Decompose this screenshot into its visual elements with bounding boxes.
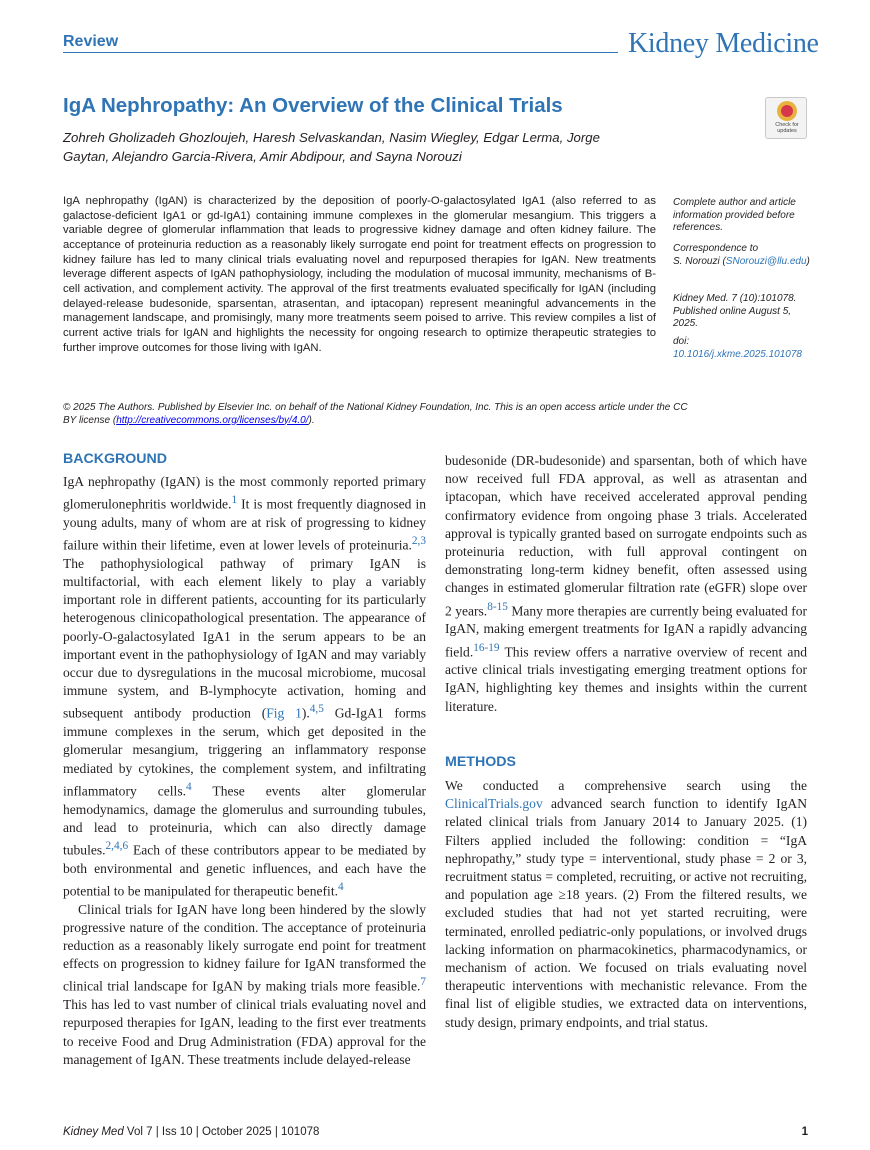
text-run: Clinical trials for IgAN have long been hindered by the slowly progressive nature of the condition. The acceptance of proteinuria reduction as a reasonably likely surrogate end point for treatment effects on progression to kidney failure for IgAN transformed the clinical trial landscape for IgAN by making trials more feasible. — [63, 901, 426, 994]
text-run: This review offers a narrative overview of recent and active clinical trials investigating emerging treatment options for IgAN, highlighting key themes and insights within the current literature. — [445, 644, 807, 714]
copyright-notice — [63, 402, 703, 427]
author-info-note: Complete author and article information provided before references. — [673, 197, 796, 233]
text-run: These events alter glomerular hemodynamics, damage the glomerulus and surrounding tubules, and lead to proteinuria, which can also directly damage tubules. — [63, 783, 426, 858]
reference-link[interactable]: 4 — [185, 780, 192, 793]
license-link[interactable]: http://creativecommons.org/licenses/by/4.0/ — [116, 414, 309, 426]
page-number: 1 — [801, 1126, 808, 1138]
doi — [673, 336, 813, 361]
background-heading: BACKGROUND — [63, 451, 168, 467]
copyright-close: ). — [308, 414, 315, 426]
text-run: advanced search function to identify IgAN related clinical trials from January 2014 to January 2025. (1) Filters applied included the following: condition = “IgA nephropathy,” study type = interventional, study phase = 2 or 3, recruitment status = completed, recruiting, or active not recruiting, and population age ≥18 years. (2) From the filtered results, we excluded studies that had not yet started recruiting, were terminated, enrolled pediatric-only populations, or involved drugs lacking information on pharmacokinetics, pharmacodynamics, or mechanism of action. We focused on trials evaluating novel therapeutic interventions with mechanistic relevance. From the final list of eligible studies, we extracted data on interventions, study design, primary endpoints, and trial status. — [445, 796, 807, 1030]
header-rule — [63, 52, 618, 53]
text-run: We conducted a comprehensive search using the — [445, 778, 807, 793]
methods-paragraph — [445, 777, 807, 1032]
reference-link[interactable]: 4 — [337, 880, 344, 893]
background-column-right — [445, 452, 807, 716]
reference-link[interactable]: 7 — [420, 976, 426, 989]
methods-heading: METHODS — [445, 754, 516, 770]
article-title: IgA Nephropathy: An Overview of the Clinical Trials — [63, 94, 563, 117]
correspondence-email-link[interactable]: SNorouzi@llu.edu — [725, 255, 807, 267]
text-run: budesonide (DR-budesonide) and sparsentan, both of which have now received full FDA approval, as well as atrasentan and iptacopan, which have received accelerated approval pending confirmatory evidence from ongoing phase 3 trials. Accelerated approval is typically granted based on surrogate endpoints such as proteinuria reduction, with full approval contingent on demonstrating long-term kidney benefit, often assessed using changes in estimated glomerular filtration rate (eGFR) slope over 2 years. — [445, 453, 807, 619]
background-paragraph-2 — [63, 901, 426, 1069]
background-paragraph-1 — [63, 473, 426, 901]
text-run: ). — [301, 705, 310, 721]
abstract: IgA nephropathy (IgAN) is characterized by the deposition of poorly-O-galactosylated IgA1 (also referred to as galactose-deficient IgA1 or gd-IgA1) containing immune complexes in the glomerular mesangium. This triggers a variable degree of glomerular inflammation that leads to progressive kidney damage and often kidney failure. The acceptance of proteinuria reduction as a reasonably likely surrogate end point for treatment effects on progression to kidney failure has led to many clinical trials evaluating novel and repurposed therapies for IgAN. New treatments leverage different aspects of IgAN pathophysiology, including the modulation of mucosal immunity, mechanisms of B-cell activation, and complement activity. The approval of the first treatments evaluated specifically for IgAN (including delayed-release budesonide, sparsentan, atrasentan, and iptacopan) represent meaningful advancements in the management landscape, and promisingly, many more treatments seem poised to arrive. This review compiles a list of current active trials for IgAN and highlights the necessity for ongoing research to optimize therapeutic strategies to further improve outcomes for those living with IgAN. — [63, 195, 656, 354]
background-column-left — [63, 473, 426, 1069]
bookmark-icon — [777, 101, 797, 121]
footer-citation — [63, 1126, 319, 1138]
footer-details: Vol 7 | Iss 10 | October 2025 | 101078 — [123, 1126, 320, 1138]
figure-link[interactable]: Fig 1 — [266, 705, 302, 721]
reference-link[interactable]: 4,5 — [309, 703, 324, 716]
reference-link[interactable]: 16-19 — [473, 641, 500, 654]
author-list: Zohreh Gholizadeh Ghozloujeh, Haresh Selvaskandan, Nasim Wiegley, Edgar Lerma, Jorge Gaytan, Alejandro Garcia-Rivera, Amir Abdipour, and Sayna Norouzi — [63, 130, 600, 164]
copyright-text: © 2025 The Authors. Published by Elsevier Inc. on behalf of the National Kidney Foundation, Inc. This is an open access article under the CC BY license ( — [63, 402, 688, 426]
clinicaltrials-link[interactable]: ClinicalTrials.gov — [445, 796, 543, 812]
correspondence — [673, 243, 813, 268]
text-run: The pathophysiological pathway of primary IgAN is multifactorial, with each element likely to play a variably important role in different patients, accounting for its particularly heterogenous clinicopathological presentation. The appearance of poorly-O-galactosylated IgA1 in the serum appears to be an important event in the pathophysiology of IgAN and may variably occur due to dysregulations in the mucosal microbiome, mucosal immune system, and B-lymphocyte activation, homing and subsequent antibody production ( — [63, 555, 426, 721]
doi-label: doi: — [673, 336, 690, 347]
correspondence-label: Correspondence to — [673, 243, 759, 254]
correspondence-close: ) — [806, 255, 810, 267]
text-run: It is most frequently diagnosed in young adults, many of whom are at risk of progressing to kidney failure within their lifetime, even at lower levels of proteinuria. — [63, 496, 426, 553]
check-for-updates-badge[interactable] — [765, 97, 807, 139]
reference-link[interactable]: 8-15 — [487, 600, 508, 613]
doi-link[interactable]: 10.1016/j.xkme.2025.101078 — [673, 348, 802, 360]
reference-link[interactable]: 2,3 — [411, 535, 426, 548]
section-tag: Review — [63, 33, 119, 50]
background-paragraph-2-continued — [445, 452, 807, 716]
text-run: IgA nephropathy (IgAN) is the most commonly reported primary glomerulonephritis worldwide. — [63, 474, 426, 512]
reference-link[interactable]: 1 — [231, 494, 238, 507]
text-run: Gd-IgA1 forms immune complexes in the serum, which get deposited in the glomerular mesangium, triggering an inflammatory response mediated by cytokines, the complement system, and infiltrating inflammatory cells. — [63, 705, 427, 799]
text-run: Many more therapies are currently being evaluated for IgAN, making emergent treatments for IgAN a rapidly advancing field. — [445, 603, 807, 660]
check-updates-label: Check for updates — [775, 122, 799, 134]
journal-logo[interactable]: Kidney Medicine — [628, 28, 819, 59]
text-run: Each of these contributors appear to be mediated by both environmental and genetic influences, and each have the potential to be manipulated for therapeutic benefit. — [63, 842, 426, 899]
footer-journal: Kidney Med — [63, 1126, 124, 1138]
text-run: This has led to vast number of clinical trials evaluating novel and repurposed therapies for IgAN, leading to the first ever treatments to receive Food and Drug Administration (FDA) approval for the management of IgAN. These treatments include delayed-release — [63, 997, 426, 1067]
reference-link[interactable]: 2,4,6 — [105, 839, 129, 852]
correspondence-name: S. Norouzi ( — [673, 255, 726, 267]
citation-info: Kidney Med. 7 (10):101078. Published online August 5, 2025. — [673, 293, 797, 329]
